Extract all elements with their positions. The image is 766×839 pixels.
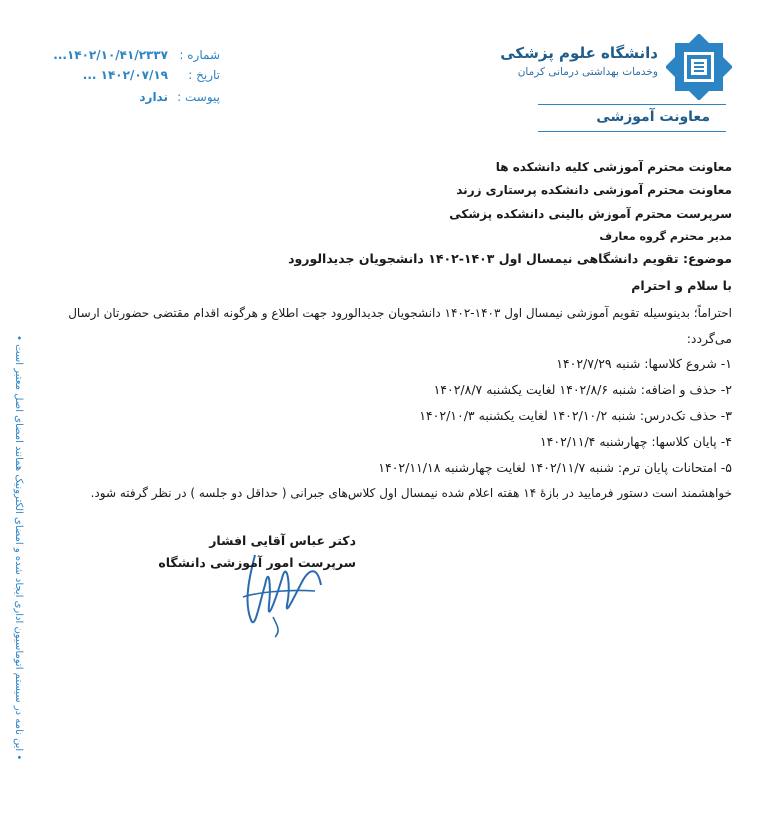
recipient-line: معاونت محترم آموزشی کلیه دانشکده ها bbox=[495, 160, 732, 174]
attachment-label: پیوست : bbox=[177, 90, 220, 104]
recipient-line: سرپرست محترم آموزش بالینی دانشکده پزشکی bbox=[449, 207, 732, 221]
university-branding bbox=[470, 44, 658, 88]
letter-meta bbox=[53, 44, 220, 114]
schedule-item: ۲- حذف و اضافه: شنبه ۱۴۰۲/۸/۶ لغایت یکشنبه ۱۴۰۲/۸/۷ bbox=[433, 382, 732, 397]
schedule-item: ۳- حذف تک‌درس: شنبه ۱۴۰۲/۱۰/۲ لغایت یکشنبه ۱۴۰۲/۱۰/۳ bbox=[419, 408, 732, 423]
university-logo bbox=[666, 34, 732, 100]
header-divider bbox=[538, 104, 726, 105]
signatory-name: دکتر عباس آقایی افشار bbox=[209, 533, 356, 548]
date-label: تاریخ : bbox=[188, 68, 220, 82]
recipient-line: معاونت محترم آموزشی دانشکده پرستاری زرند bbox=[456, 183, 732, 197]
closing-paragraph: خواهشمند است دستور فرمایید در بازهٔ ۱۴ هفته اعلام شده نیمسال اول کلاس‌های جبرانی ( حداقل دو جلسه ) در نظر گرفته شود. bbox=[90, 486, 732, 500]
recipient-line: مدیر محترم گروه معارف bbox=[599, 230, 732, 243]
signatory-title: سرپرست امور آموزشی دانشگاه bbox=[158, 555, 356, 570]
electronic-signature-note: • این نامه در سیستم اتوماسیون اداری ایجاد شده و امضای الکترونیک همانند امضای اصل معتبر است • bbox=[13, 334, 24, 760]
schedule-item: ۴- پایان کلاسها: چهارشنبه ۱۴۰۲/۱۱/۴ bbox=[539, 434, 732, 449]
letter-number bbox=[53, 48, 220, 62]
university-subtitle: وخدمات بهداشتی درمانی کرمان bbox=[517, 66, 658, 78]
number-label: شماره : bbox=[179, 48, 220, 62]
university-name: دانشگاه علوم پزشکی bbox=[500, 44, 658, 62]
date-value: ۱۴۰۲/۰۷/۱۹ ... bbox=[82, 68, 168, 82]
greeting: با سلام و احترام bbox=[631, 278, 732, 293]
schedule-item: ۵- امتحانات پایان ترم: شنبه ۱۴۰۲/۱۱/۷ لغایت چهارشنبه ۱۴۰۲/۱۱/۱۸ bbox=[378, 460, 732, 475]
subject-line: موضوع: تقویم دانشگاهی نیمسال اول ۱۴۰۳-۱۴۰۲ دانشجویان جدیدالورود bbox=[288, 251, 732, 266]
body-intro-line: احتراماً؛ بدینوسیله تقویم آموزشی نیمسال اول ۱۴۰۳-۱۴۰۲ دانشجویان جدیدالورود جهت اطلاع و هرگونه اقدام مقتضی حضورتان ارسال bbox=[68, 306, 732, 320]
attachment-value: ندارد bbox=[139, 90, 168, 104]
logo-emblem-icon bbox=[666, 34, 732, 100]
letter-attachment bbox=[139, 90, 220, 104]
letter-date bbox=[83, 68, 220, 82]
schedule-item: ۱- شروع کلاسها: شنبه ۱۴۰۲/۷/۲۹ bbox=[556, 356, 732, 371]
body-intro-continuation: می‌گردد: bbox=[686, 331, 732, 346]
number-value: ۱۴۰۲/۱۰/۴۱/۲۳۳۷... bbox=[53, 48, 168, 62]
header-divider-bottom bbox=[538, 131, 726, 132]
deputy-title: معاونت آموزشی bbox=[596, 109, 710, 125]
